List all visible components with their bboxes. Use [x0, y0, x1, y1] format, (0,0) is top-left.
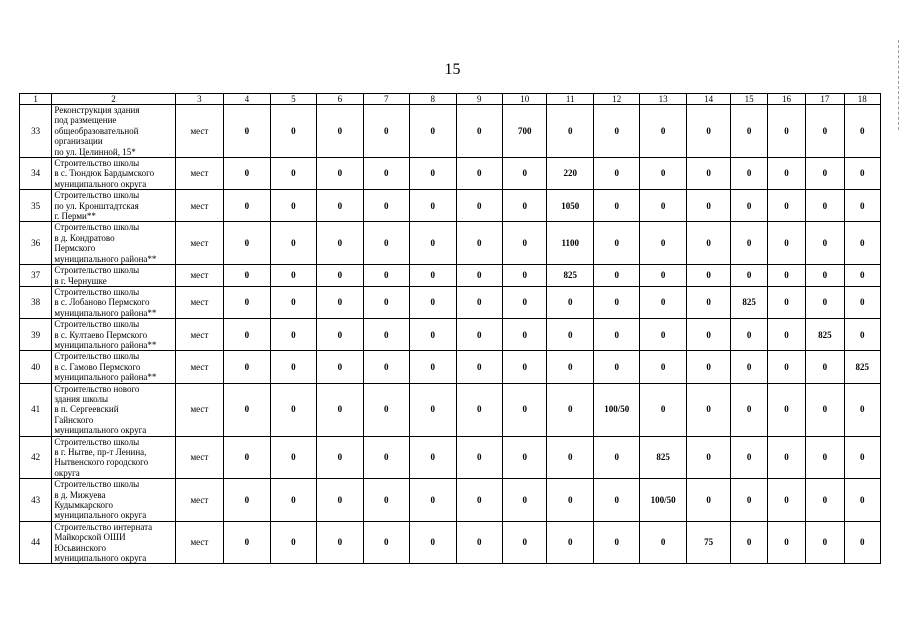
project-name-line: муниципального округа [54, 553, 147, 564]
project-name-line: Строительство школы [54, 265, 140, 276]
value-cell: 0 [593, 105, 639, 158]
value-cell: 0 [593, 319, 639, 351]
value-cell: 0 [363, 265, 409, 287]
value-cell: 0 [731, 190, 767, 222]
value-cell: 0 [547, 319, 593, 351]
value-cell: 0 [224, 351, 270, 383]
project-name-line: в п. Сергеевский [54, 404, 119, 415]
value-cell: 0 [317, 286, 363, 318]
value-cell: 0 [317, 436, 363, 479]
column-number-row [20, 94, 881, 105]
table-row [20, 383, 881, 436]
value-cell: 825 [547, 265, 593, 287]
row-number: 35 [20, 190, 52, 222]
project-name-line: в с. Гамово Пермского [54, 361, 141, 372]
value-cell: 0 [686, 479, 730, 522]
value-cell: 0 [767, 286, 805, 318]
value-cell: 0 [503, 351, 547, 383]
row-number: 43 [20, 479, 52, 522]
value-cell: 0 [806, 383, 844, 436]
value-cell: 0 [640, 105, 686, 158]
value-cell: 0 [844, 521, 880, 564]
value-cell: 0 [731, 222, 767, 265]
unit-cell: мест [175, 351, 224, 383]
value-cell: 0 [270, 105, 316, 158]
column-number-cell: 2 [52, 94, 175, 105]
value-cell: 0 [767, 319, 805, 351]
project-name [52, 319, 175, 351]
value-cell: 0 [593, 521, 639, 564]
value-cell: 0 [224, 319, 270, 351]
column-number-cell: 11 [547, 94, 593, 105]
value-cell: 0 [456, 286, 502, 318]
value-cell: 0 [363, 383, 409, 436]
value-cell: 0 [363, 158, 409, 190]
value-cell: 0 [456, 351, 502, 383]
value-cell: 0 [317, 222, 363, 265]
project-name-line: Строительство школы [54, 351, 140, 362]
project-name-line: Реконструкция здания [54, 105, 140, 115]
project-name-line: общеобразовательной [54, 125, 139, 136]
value-cell: 0 [503, 436, 547, 479]
project-name-line: муниципального района** [54, 253, 157, 264]
value-cell: 0 [456, 521, 502, 564]
column-number-cell: 8 [410, 94, 456, 105]
value-cell: 0 [547, 436, 593, 479]
value-cell: 1050 [547, 190, 593, 222]
value-cell: 0 [767, 436, 805, 479]
unit-cell: мест [175, 190, 224, 222]
value-cell: 0 [363, 479, 409, 522]
value-cell: 0 [547, 105, 593, 158]
project-name-line: муниципального округа [54, 178, 147, 189]
project-name [52, 190, 175, 222]
value-cell: 0 [640, 521, 686, 564]
value-cell: 0 [731, 383, 767, 436]
value-cell: 0 [410, 265, 456, 287]
value-cell: 0 [547, 351, 593, 383]
value-cell: 0 [593, 351, 639, 383]
project-name-line: Строительство школы [54, 479, 140, 490]
project-name-line: Строительство школы [54, 222, 140, 233]
value-cell: 0 [686, 158, 730, 190]
project-name-line: по ул. Кронштадтская [54, 200, 139, 211]
value-cell: 0 [640, 190, 686, 222]
value-cell: 0 [270, 265, 316, 287]
value-cell: 0 [686, 286, 730, 318]
value-cell: 0 [410, 436, 456, 479]
project-name-line: Юсьвинского [54, 542, 106, 553]
table-row [20, 436, 881, 479]
value-cell: 0 [224, 521, 270, 564]
value-cell: 0 [410, 222, 456, 265]
value-cell: 0 [317, 190, 363, 222]
project-name-line: в с. Лобаново Пермского [54, 297, 150, 308]
value-cell: 0 [844, 383, 880, 436]
value-cell: 0 [456, 222, 502, 265]
project-name [52, 286, 175, 318]
value-cell: 0 [806, 286, 844, 318]
project-name-line: Кудымкарского [54, 500, 114, 511]
unit-cell: мест [175, 319, 224, 351]
value-cell: 0 [363, 319, 409, 351]
row-number: 34 [20, 158, 52, 190]
project-name-line: муниципального района** [54, 339, 157, 350]
value-cell: 0 [593, 222, 639, 265]
value-cell: 0 [317, 351, 363, 383]
value-cell: 0 [844, 319, 880, 351]
row-number: 39 [20, 319, 52, 351]
value-cell: 0 [410, 286, 456, 318]
value-cell: 0 [640, 286, 686, 318]
value-cell: 0 [456, 265, 502, 287]
unit-cell: мест [175, 479, 224, 522]
column-number-cell: 4 [224, 94, 270, 105]
value-cell: 825 [731, 286, 767, 318]
value-cell: 0 [731, 105, 767, 158]
value-cell: 0 [767, 105, 805, 158]
project-name-line: Пермского [54, 243, 96, 254]
value-cell: 0 [844, 265, 880, 287]
value-cell: 0 [844, 436, 880, 479]
value-cell: 0 [806, 436, 844, 479]
project-name-line: по ул. Целинной, 15* [54, 146, 136, 157]
row-number: 37 [20, 265, 52, 287]
project-name [52, 521, 175, 564]
project-name-line: Строительство школы [54, 190, 140, 201]
project-name [52, 351, 175, 383]
value-cell: 0 [767, 521, 805, 564]
value-cell: 0 [456, 383, 502, 436]
value-cell: 0 [224, 383, 270, 436]
table-row [20, 319, 881, 351]
project-name-line: Строительство школы [54, 436, 140, 447]
value-cell: 0 [224, 222, 270, 265]
table-row [20, 105, 881, 158]
value-cell: 0 [503, 383, 547, 436]
value-cell: 0 [686, 436, 730, 479]
value-cell: 0 [270, 319, 316, 351]
project-name-line: Строительство школы [54, 286, 140, 297]
project-name [52, 265, 175, 287]
row-number: 41 [20, 383, 52, 436]
unit-cell: мест [175, 383, 224, 436]
value-cell: 0 [686, 383, 730, 436]
project-name-line: в г. Чернушке [54, 275, 107, 286]
value-cell: 0 [224, 436, 270, 479]
value-cell: 0 [806, 265, 844, 287]
value-cell: 0 [547, 521, 593, 564]
table-row [20, 265, 881, 287]
value-cell: 0 [224, 158, 270, 190]
value-cell: 0 [317, 105, 363, 158]
value-cell: 0 [731, 521, 767, 564]
value-cell: 0 [806, 190, 844, 222]
page-number: 15 [444, 61, 461, 78]
value-cell: 0 [547, 479, 593, 522]
column-number-cell: 9 [456, 94, 502, 105]
value-cell: 0 [686, 319, 730, 351]
project-name-line: муниципального округа [54, 425, 147, 436]
project-name-line: в д. Кондратово [54, 232, 115, 243]
value-cell: 0 [686, 265, 730, 287]
value-cell: 0 [503, 158, 547, 190]
value-cell: 0 [686, 105, 730, 158]
value-cell: 0 [731, 351, 767, 383]
value-cell: 0 [503, 479, 547, 522]
table-row [20, 479, 881, 522]
value-cell: 0 [767, 479, 805, 522]
project-name-line: в с. Култаево Пермского [54, 329, 148, 340]
value-cell: 0 [844, 158, 880, 190]
value-cell: 0 [456, 105, 502, 158]
project-name-line: в д. Мижуева [54, 489, 106, 500]
table-row [20, 222, 881, 265]
value-cell: 0 [767, 265, 805, 287]
row-number: 40 [20, 351, 52, 383]
row-number: 42 [20, 436, 52, 479]
value-cell: 0 [270, 383, 316, 436]
value-cell: 0 [767, 383, 805, 436]
value-cell: 0 [410, 479, 456, 522]
value-cell: 0 [593, 479, 639, 522]
value-cell: 0 [731, 158, 767, 190]
value-cell: 0 [224, 479, 270, 522]
project-name-line: Строительство школы [54, 319, 140, 330]
row-number: 44 [20, 521, 52, 564]
value-cell: 0 [640, 158, 686, 190]
unit-cell: мест [175, 265, 224, 287]
value-cell: 0 [410, 105, 456, 158]
project-name-line: Строительство интерната [54, 521, 153, 532]
value-cell: 700 [503, 105, 547, 158]
capacity-table [19, 93, 881, 564]
value-cell: 0 [224, 265, 270, 287]
value-cell: 0 [363, 436, 409, 479]
value-cell: 0 [593, 158, 639, 190]
project-name [52, 436, 175, 479]
column-number-cell: 12 [593, 94, 639, 105]
value-cell: 0 [686, 222, 730, 265]
value-cell: 0 [686, 190, 730, 222]
column-number-cell: 3 [175, 94, 224, 105]
column-number-cell: 1 [20, 94, 52, 105]
scan-edge-marks [896, 40, 899, 130]
value-cell: 0 [270, 479, 316, 522]
project-name-line: организации [54, 136, 103, 147]
table-row [20, 158, 881, 190]
value-cell: 0 [767, 351, 805, 383]
project-name-line: в г. Нытве, пр-т Ленина, [54, 447, 147, 457]
value-cell: 0 [270, 436, 316, 479]
project-name-line: Майкорской ОШИ [54, 532, 126, 543]
value-cell: 0 [806, 222, 844, 265]
row-number: 36 [20, 222, 52, 265]
value-cell: 0 [640, 265, 686, 287]
project-name-line: округа [54, 467, 80, 478]
project-name [52, 222, 175, 265]
value-cell: 0 [640, 319, 686, 351]
value-cell: 0 [844, 479, 880, 522]
value-cell: 0 [317, 521, 363, 564]
value-cell: 75 [686, 521, 730, 564]
value-cell: 0 [503, 319, 547, 351]
value-cell: 0 [547, 286, 593, 318]
project-name-line: под размещение [54, 115, 117, 126]
table-row [20, 351, 881, 383]
column-number-cell: 18 [844, 94, 880, 105]
project-name-line: здания школы [54, 393, 109, 404]
value-cell: 0 [270, 521, 316, 564]
value-cell: 0 [410, 521, 456, 564]
value-cell: 0 [503, 286, 547, 318]
value-cell: 100/50 [640, 479, 686, 522]
table-row [20, 521, 881, 564]
value-cell: 0 [363, 222, 409, 265]
value-cell: 0 [317, 265, 363, 287]
unit-cell: мест [175, 158, 224, 190]
project-name-line: г. Перми** [54, 211, 96, 222]
value-cell: 1100 [547, 222, 593, 265]
value-cell: 0 [806, 158, 844, 190]
value-cell: 825 [844, 351, 880, 383]
column-number-cell: 17 [806, 94, 844, 105]
value-cell: 0 [640, 222, 686, 265]
column-number-cell: 15 [731, 94, 767, 105]
value-cell: 0 [410, 383, 456, 436]
value-cell: 0 [806, 105, 844, 158]
column-number-cell: 7 [363, 94, 409, 105]
value-cell: 0 [806, 521, 844, 564]
value-cell: 0 [731, 319, 767, 351]
value-cell: 0 [456, 319, 502, 351]
unit-cell: мест [175, 436, 224, 479]
unit-cell: мест [175, 521, 224, 564]
value-cell: 0 [844, 105, 880, 158]
value-cell: 0 [456, 479, 502, 522]
value-cell: 0 [363, 521, 409, 564]
value-cell: 0 [317, 383, 363, 436]
value-cell: 0 [270, 351, 316, 383]
column-number-cell: 6 [317, 94, 363, 105]
value-cell: 0 [503, 190, 547, 222]
value-cell: 0 [767, 222, 805, 265]
row-number: 38 [20, 286, 52, 318]
value-cell: 0 [456, 158, 502, 190]
unit-cell: мест [175, 222, 224, 265]
value-cell: 0 [731, 265, 767, 287]
column-number-cell: 5 [270, 94, 316, 105]
value-cell: 0 [270, 286, 316, 318]
value-cell: 0 [767, 158, 805, 190]
value-cell: 0 [224, 286, 270, 318]
value-cell: 0 [593, 436, 639, 479]
value-cell: 0 [270, 222, 316, 265]
unit-cell: мест [175, 286, 224, 318]
value-cell: 0 [317, 479, 363, 522]
value-cell: 825 [806, 319, 844, 351]
table-row [20, 190, 881, 222]
value-cell: 0 [806, 351, 844, 383]
value-cell: 0 [844, 222, 880, 265]
value-cell: 0 [503, 521, 547, 564]
value-cell: 0 [547, 383, 593, 436]
value-cell: 0 [317, 158, 363, 190]
value-cell: 0 [410, 319, 456, 351]
value-cell: 0 [593, 265, 639, 287]
value-cell: 0 [270, 158, 316, 190]
row-number: 33 [20, 105, 52, 158]
value-cell: 0 [363, 105, 409, 158]
column-number-cell: 16 [767, 94, 805, 105]
value-cell: 0 [317, 319, 363, 351]
value-cell: 0 [844, 190, 880, 222]
project-name [52, 105, 175, 158]
column-number-cell: 13 [640, 94, 686, 105]
value-cell: 0 [456, 190, 502, 222]
value-cell: 0 [410, 158, 456, 190]
value-cell: 0 [410, 351, 456, 383]
project-name [52, 479, 175, 522]
table-row [20, 286, 881, 318]
value-cell: 0 [731, 479, 767, 522]
value-cell: 0 [593, 286, 639, 318]
project-name-line: Нытвенского городского [54, 457, 149, 468]
value-cell: 825 [640, 436, 686, 479]
project-name-line: муниципального района** [54, 307, 157, 318]
value-cell: 0 [224, 105, 270, 158]
value-cell: 0 [270, 190, 316, 222]
value-cell: 220 [547, 158, 593, 190]
project-name-line: Гайнского [54, 414, 94, 425]
project-name-line: муниципального района** [54, 372, 157, 383]
value-cell: 0 [503, 265, 547, 287]
project-name [52, 383, 175, 436]
column-number-cell: 10 [503, 94, 547, 105]
value-cell: 0 [503, 222, 547, 265]
project-name-line: муниципального округа [54, 510, 147, 521]
value-cell: 0 [593, 190, 639, 222]
value-cell: 0 [640, 383, 686, 436]
value-cell: 0 [767, 190, 805, 222]
project-name-line: в с. Тюндюк Бардымского [54, 168, 155, 179]
value-cell: 0 [844, 286, 880, 318]
value-cell: 0 [363, 351, 409, 383]
unit-cell: мест [175, 105, 224, 158]
value-cell: 0 [456, 436, 502, 479]
value-cell: 0 [363, 190, 409, 222]
column-number-cell: 14 [686, 94, 730, 105]
value-cell: 0 [731, 436, 767, 479]
value-cell: 0 [640, 351, 686, 383]
project-name [52, 158, 175, 190]
value-cell: 0 [806, 479, 844, 522]
project-name-line: Строительство нового [54, 383, 140, 394]
value-cell: 0 [410, 190, 456, 222]
value-cell: 100/50 [593, 383, 639, 436]
value-cell: 0 [686, 351, 730, 383]
value-cell: 0 [224, 190, 270, 222]
value-cell: 0 [363, 286, 409, 318]
project-name-line: Строительство школы [54, 158, 140, 169]
